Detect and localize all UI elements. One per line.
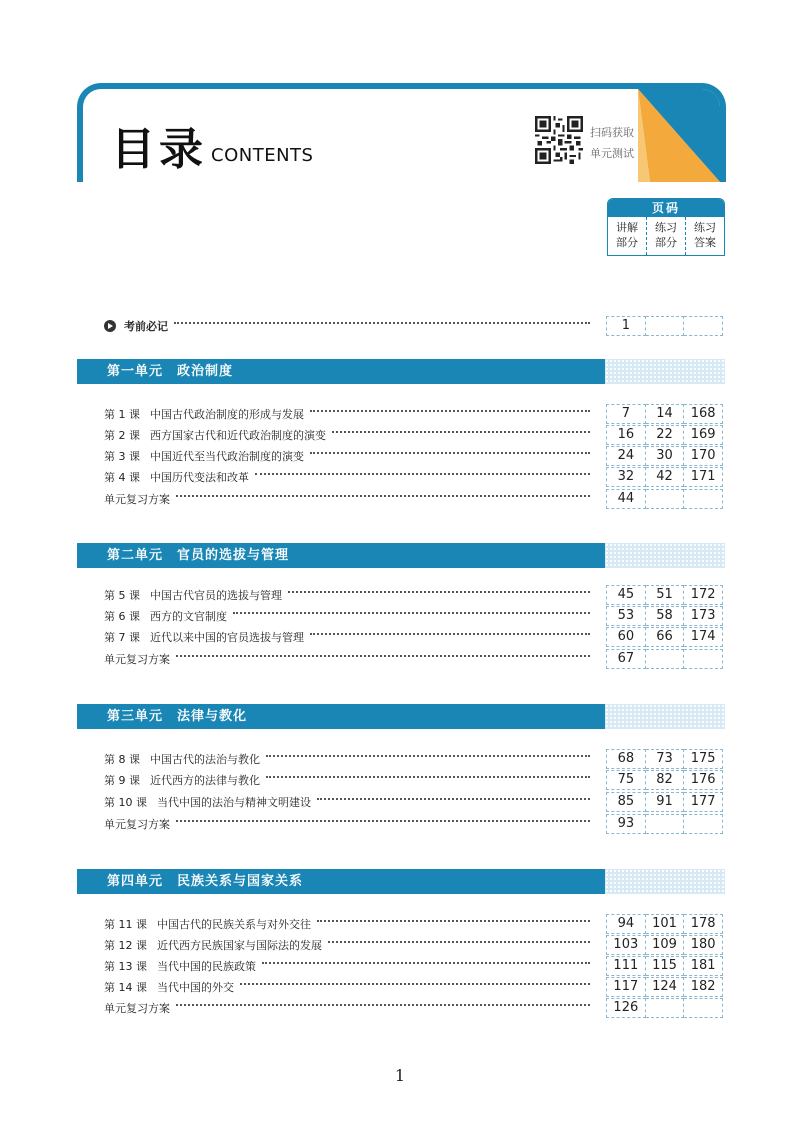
page-lecture: 32: [606, 467, 646, 487]
leader-dots: [255, 473, 590, 475]
leader-dots: [266, 755, 590, 757]
page-exercise: 109: [646, 935, 685, 955]
page-lecture: 16: [606, 425, 646, 445]
lesson-title: 中国历代变法和改革: [150, 471, 249, 484]
page-lecture: 7: [606, 404, 646, 424]
page-cells: [606, 792, 723, 812]
lesson-title: 西方的文官制度: [150, 610, 227, 623]
page-exercise: 22: [646, 425, 685, 445]
page-exercise: 66: [646, 627, 685, 647]
page-exercise: [646, 814, 685, 834]
lesson-number: 第 2 课: [104, 429, 140, 442]
lesson-number: 第 12 课: [104, 939, 147, 952]
leader-dots: [266, 776, 590, 778]
page-answer: [684, 998, 723, 1018]
toc-entry-lesson-8[interactable]: [104, 749, 594, 769]
page-answer: 173: [684, 606, 723, 626]
page-cells: [606, 749, 723, 769]
page-cells: [606, 316, 723, 336]
page-cells: [606, 935, 723, 955]
page-cells: [606, 770, 723, 790]
toc-entry-unit1-review[interactable]: [104, 489, 594, 509]
leader-dots: [310, 452, 590, 454]
unit-header-2: [77, 543, 725, 568]
review-title: 单元复习方案: [104, 653, 170, 666]
page-lecture: 67: [606, 649, 646, 669]
page-exercise: [646, 316, 685, 336]
leader-dots: [233, 612, 590, 614]
page-lecture: 117: [606, 977, 646, 997]
toc-entry-lesson-5[interactable]: [104, 585, 594, 605]
lesson-number: 第 9 课: [104, 774, 140, 787]
page-exercise: [646, 649, 685, 669]
toc-entry-unit3-review[interactable]: [104, 814, 594, 834]
lesson-title: 当代中国的法治与精神文明建设: [157, 796, 311, 809]
page-cells: [606, 956, 723, 976]
toc-entry-unit4-review[interactable]: [104, 998, 594, 1018]
toc-entry-unit2-review[interactable]: [104, 649, 594, 669]
lesson-title: 近代以来中国的官员选拔与管理: [150, 631, 304, 644]
page-lecture: 103: [606, 935, 646, 955]
page-lecture: 1: [606, 316, 646, 336]
page-number: 1: [394, 1066, 406, 1085]
page-cells: [606, 446, 723, 466]
page-exercise: 14: [646, 404, 685, 424]
page-lecture: 94: [606, 914, 646, 934]
lesson-number: 第 13 课: [104, 960, 147, 973]
qr-caption-line1: 扫码获取: [590, 126, 634, 139]
legend-col-lecture: [608, 217, 647, 255]
review-title: 单元复习方案: [104, 493, 170, 506]
leader-dots: [176, 820, 590, 822]
toc-entry-lesson-1[interactable]: [104, 404, 594, 424]
lesson-number: 第 8 课: [104, 753, 140, 766]
lesson-title: 当代中国的民族政策: [157, 960, 256, 973]
legend-col-answer: [686, 217, 724, 255]
leader-dots: [317, 798, 590, 800]
page-cells: [606, 914, 723, 934]
page-lecture: 68: [606, 749, 646, 769]
leader-dots: [328, 941, 590, 943]
lesson-number: 第 1 课: [104, 408, 140, 421]
qr-caption: [590, 122, 634, 164]
contents-header: [77, 83, 726, 182]
lesson-number: 第 4 课: [104, 471, 140, 484]
leader-dots: [176, 1004, 590, 1006]
toc-entry-lesson-7[interactable]: [104, 627, 594, 647]
page-answer: [684, 814, 723, 834]
page-cells: [606, 977, 723, 997]
page-exercise: 115: [646, 956, 685, 976]
toc-entry-lesson-6[interactable]: [104, 606, 594, 626]
legend-col-exercise: [647, 217, 686, 255]
legend-col-exercise-text: 练习 部分: [655, 221, 677, 249]
page-lecture: 93: [606, 814, 646, 834]
play-arrow-icon: [104, 320, 116, 332]
page-exercise: [646, 998, 685, 1018]
page-cells: [606, 814, 723, 834]
leader-dots: [317, 920, 590, 922]
page-lecture: 60: [606, 627, 646, 647]
page-cells: [606, 585, 723, 605]
toc-entry-lesson-10[interactable]: [104, 792, 594, 812]
entry-title: 考前必记: [124, 320, 168, 333]
page-cells: [606, 649, 723, 669]
page-cells: [606, 425, 723, 445]
legend-col-lecture-text: 讲解 部分: [616, 221, 638, 249]
review-title: 单元复习方案: [104, 1002, 170, 1015]
corner-fold-decoration: [638, 89, 720, 182]
legend-title: 页码: [608, 199, 724, 217]
toc-entry-lesson-12[interactable]: [104, 935, 594, 955]
page-answer: 169: [684, 425, 723, 445]
toc-entry-lesson-3[interactable]: [104, 446, 594, 466]
page-answer: [684, 649, 723, 669]
lesson-number: 第 7 课: [104, 631, 140, 644]
page-lecture: 75: [606, 770, 646, 790]
toc-entry-lesson-9[interactable]: [104, 770, 594, 790]
toc-entry-lesson-11[interactable]: [104, 914, 594, 934]
page-answer: [684, 489, 723, 509]
unit-title: 第二单元 官员的选拔与管理: [107, 548, 290, 563]
toc-entry-pre-exam[interactable]: [104, 316, 594, 336]
qr-code-icon[interactable]: [535, 116, 583, 164]
unit-title: 第四单元 民族关系与国家关系: [107, 874, 304, 889]
lesson-title: 中国古代政治制度的形成与发展: [150, 408, 304, 421]
page-answer: 171: [684, 467, 723, 487]
page-cells: [606, 467, 723, 487]
lesson-number: 第 14 课: [104, 981, 147, 994]
lesson-title: 中国古代的民族关系与对外交往: [157, 918, 311, 931]
page-cells: [606, 489, 723, 509]
leader-dots: [176, 495, 590, 497]
unit-title: 第一单元 政治制度: [107, 364, 234, 379]
page-exercise: 58: [646, 606, 685, 626]
page-exercise: 91: [646, 792, 685, 812]
qr-caption-line2: 单元测试: [590, 147, 634, 160]
unit-title: 第三单元 法律与教化: [107, 709, 248, 724]
page-exercise: 82: [646, 770, 685, 790]
lesson-number: 第 10 课: [104, 796, 147, 809]
leader-dots: [288, 591, 590, 593]
page-lecture: 53: [606, 606, 646, 626]
page-lecture: 24: [606, 446, 646, 466]
lesson-title: 近代西方民族国家与国际法的发展: [157, 939, 322, 952]
leader-dots: [310, 410, 590, 412]
lesson-number: 第 11 课: [104, 918, 147, 931]
toc-entry-lesson-13[interactable]: [104, 956, 594, 976]
unit-header-1: [77, 359, 725, 384]
page-cells: [606, 998, 723, 1018]
lesson-number: 第 3 课: [104, 450, 140, 463]
page-answer: 168: [684, 404, 723, 424]
lesson-title: 中国近代至当代政治制度的演变: [150, 450, 304, 463]
page-answer: 170: [684, 446, 723, 466]
page-answer: 172: [684, 585, 723, 605]
unit-header-4: [77, 869, 725, 894]
page-answer: 182: [684, 977, 723, 997]
page-number-legend: [607, 198, 725, 256]
toc-entry-lesson-2[interactable]: [104, 425, 594, 445]
page-cells: [606, 606, 723, 626]
page-answer: 177: [684, 792, 723, 812]
page-exercise: 30: [646, 446, 685, 466]
lesson-number: 第 5 课: [104, 589, 140, 602]
unit-header-3: [77, 704, 725, 729]
toc-entry-lesson-4[interactable]: [104, 467, 594, 487]
page-exercise: 51: [646, 585, 685, 605]
page-cells: [606, 627, 723, 647]
page-lecture: 85: [606, 792, 646, 812]
page-answer: 176: [684, 770, 723, 790]
leader-dots: [174, 322, 590, 324]
page-lecture: 44: [606, 489, 646, 509]
page-lecture: 45: [606, 585, 646, 605]
page-answer: 175: [684, 749, 723, 769]
lesson-title: 中国古代官员的选拔与管理: [150, 589, 282, 602]
leader-dots: [332, 431, 590, 433]
page-exercise: 73: [646, 749, 685, 769]
page-lecture: 111: [606, 956, 646, 976]
review-title: 单元复习方案: [104, 818, 170, 831]
lesson-title: 西方国家古代和近代政治制度的演变: [150, 429, 326, 442]
lesson-title: 近代西方的法律与教化: [150, 774, 260, 787]
page-exercise: 101: [646, 914, 685, 934]
page-lecture: 126: [606, 998, 646, 1018]
leader-dots: [240, 983, 590, 985]
toc-entry-lesson-14[interactable]: [104, 977, 594, 997]
page-cells: [606, 404, 723, 424]
page-answer: [684, 316, 723, 336]
lesson-title: 中国古代的法治与教化: [150, 753, 260, 766]
leader-dots: [176, 655, 590, 657]
page-answer: 174: [684, 627, 723, 647]
lesson-number: 第 6 课: [104, 610, 140, 623]
page-exercise: 42: [646, 467, 685, 487]
page-answer: 178: [684, 914, 723, 934]
lesson-title: 当代中国的外交: [157, 981, 234, 994]
leader-dots: [262, 962, 590, 964]
leader-dots: [310, 633, 590, 635]
page-answer: 181: [684, 956, 723, 976]
page-title: 目录: [111, 124, 207, 175]
legend-col-answer-text: 练习 答案: [694, 221, 716, 249]
page-exercise: 124: [646, 977, 685, 997]
page-answer: 180: [684, 935, 723, 955]
page-exercise: [646, 489, 685, 509]
page-subtitle: CONTENTS: [211, 145, 314, 166]
